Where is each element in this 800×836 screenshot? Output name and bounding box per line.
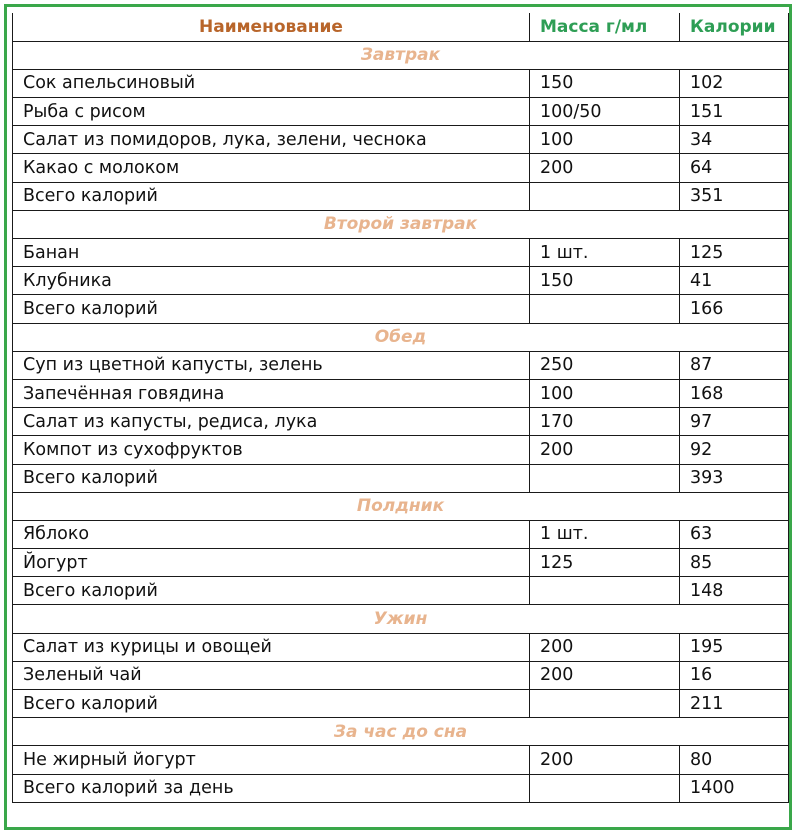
item-calories: 1400 — [680, 774, 789, 802]
table-row — [13, 154, 789, 182]
section-row — [13, 492, 789, 520]
item-mass: 100 — [530, 126, 680, 154]
item-calories: 148 — [680, 577, 789, 605]
item-mass: 1 шт. — [530, 239, 680, 267]
item-name: Всего калорий — [13, 295, 530, 323]
item-mass: 200 — [530, 746, 680, 774]
item-mass: 200 — [530, 154, 680, 182]
item-mass — [530, 690, 680, 718]
header-name: Наименование — [13, 13, 530, 41]
item-mass — [530, 464, 680, 492]
item-mass: 100/50 — [530, 98, 680, 126]
table-row — [13, 408, 789, 436]
item-calories: 34 — [680, 126, 789, 154]
item-mass: 100 — [530, 379, 680, 407]
section-title: Второй завтрак — [13, 210, 789, 238]
item-calories: 211 — [680, 690, 789, 718]
item-mass — [530, 774, 680, 802]
item-calories: 195 — [680, 633, 789, 661]
item-calories: 85 — [680, 549, 789, 577]
item-name: Не жирный йогурт — [13, 746, 530, 774]
item-name: Йогурт — [13, 549, 530, 577]
table-row — [13, 690, 789, 718]
table-row — [13, 577, 789, 605]
item-calories: 393 — [680, 464, 789, 492]
table-body — [13, 41, 789, 802]
table-row — [13, 633, 789, 661]
item-name: Рыба с рисом — [13, 98, 530, 126]
item-name: Клубника — [13, 267, 530, 295]
table-row — [13, 98, 789, 126]
item-mass: 150 — [530, 267, 680, 295]
item-calories: 64 — [680, 154, 789, 182]
table-row — [13, 295, 789, 323]
item-name: Компот из сухофруктов — [13, 436, 530, 464]
item-mass: 125 — [530, 549, 680, 577]
table-frame — [4, 4, 792, 830]
table-header-row — [13, 13, 789, 41]
item-calories: 102 — [680, 69, 789, 97]
section-title: За час до сна — [13, 718, 789, 746]
item-mass — [530, 182, 680, 210]
item-name: Всего калорий — [13, 182, 530, 210]
header-calories: Калории — [680, 13, 789, 41]
item-calories: 80 — [680, 746, 789, 774]
table-row — [13, 661, 789, 689]
table-row — [13, 464, 789, 492]
item-name: Суп из цветной капусты, зелень — [13, 351, 530, 379]
item-mass: 250 — [530, 351, 680, 379]
item-calories: 87 — [680, 351, 789, 379]
section-title: Завтрак — [13, 41, 789, 69]
item-mass: 150 — [530, 69, 680, 97]
table-row — [13, 239, 789, 267]
item-name: Салат из помидоров, лука, зелени, чеснока — [13, 126, 530, 154]
item-mass: 200 — [530, 633, 680, 661]
table-row — [13, 549, 789, 577]
item-calories: 16 — [680, 661, 789, 689]
section-row — [13, 323, 789, 351]
item-name: Всего калорий — [13, 464, 530, 492]
item-calories: 168 — [680, 379, 789, 407]
item-mass — [530, 295, 680, 323]
item-calories: 63 — [680, 520, 789, 548]
section-row — [13, 210, 789, 238]
item-name: Какао с молоком — [13, 154, 530, 182]
item-mass: 200 — [530, 661, 680, 689]
item-name: Салат из капусты, редиса, лука — [13, 408, 530, 436]
table-row — [13, 520, 789, 548]
item-name: Всего калорий — [13, 690, 530, 718]
section-title: Ужин — [13, 605, 789, 633]
item-name: Банан — [13, 239, 530, 267]
table-row — [13, 69, 789, 97]
item-calories: 41 — [680, 267, 789, 295]
section-title: Обед — [13, 323, 789, 351]
section-row — [13, 605, 789, 633]
item-name: Салат из курицы и овощей — [13, 633, 530, 661]
item-mass — [530, 577, 680, 605]
table-row — [13, 379, 789, 407]
item-calories: 166 — [680, 295, 789, 323]
item-calories: 92 — [680, 436, 789, 464]
item-name: Всего калорий за день — [13, 774, 530, 802]
item-name: Всего калорий — [13, 577, 530, 605]
item-name: Сок апельсиновый — [13, 69, 530, 97]
item-calories: 351 — [680, 182, 789, 210]
section-row — [13, 718, 789, 746]
meal-plan-table — [12, 13, 789, 803]
item-mass: 1 шт. — [530, 520, 680, 548]
table-row — [13, 351, 789, 379]
item-name: Запечённая говядина — [13, 379, 530, 407]
item-mass: 200 — [530, 436, 680, 464]
item-calories: 125 — [680, 239, 789, 267]
table-row — [13, 182, 789, 210]
table-row — [13, 126, 789, 154]
section-row — [13, 41, 789, 69]
header-mass: Масса г/мл — [530, 13, 680, 41]
item-calories: 151 — [680, 98, 789, 126]
table-row — [13, 746, 789, 774]
item-calories: 97 — [680, 408, 789, 436]
item-name: Яблоко — [13, 520, 530, 548]
table-row — [13, 267, 789, 295]
item-mass: 170 — [530, 408, 680, 436]
item-name: Зеленый чай — [13, 661, 530, 689]
table-row — [13, 436, 789, 464]
section-title: Полдник — [13, 492, 789, 520]
table-row — [13, 774, 789, 802]
